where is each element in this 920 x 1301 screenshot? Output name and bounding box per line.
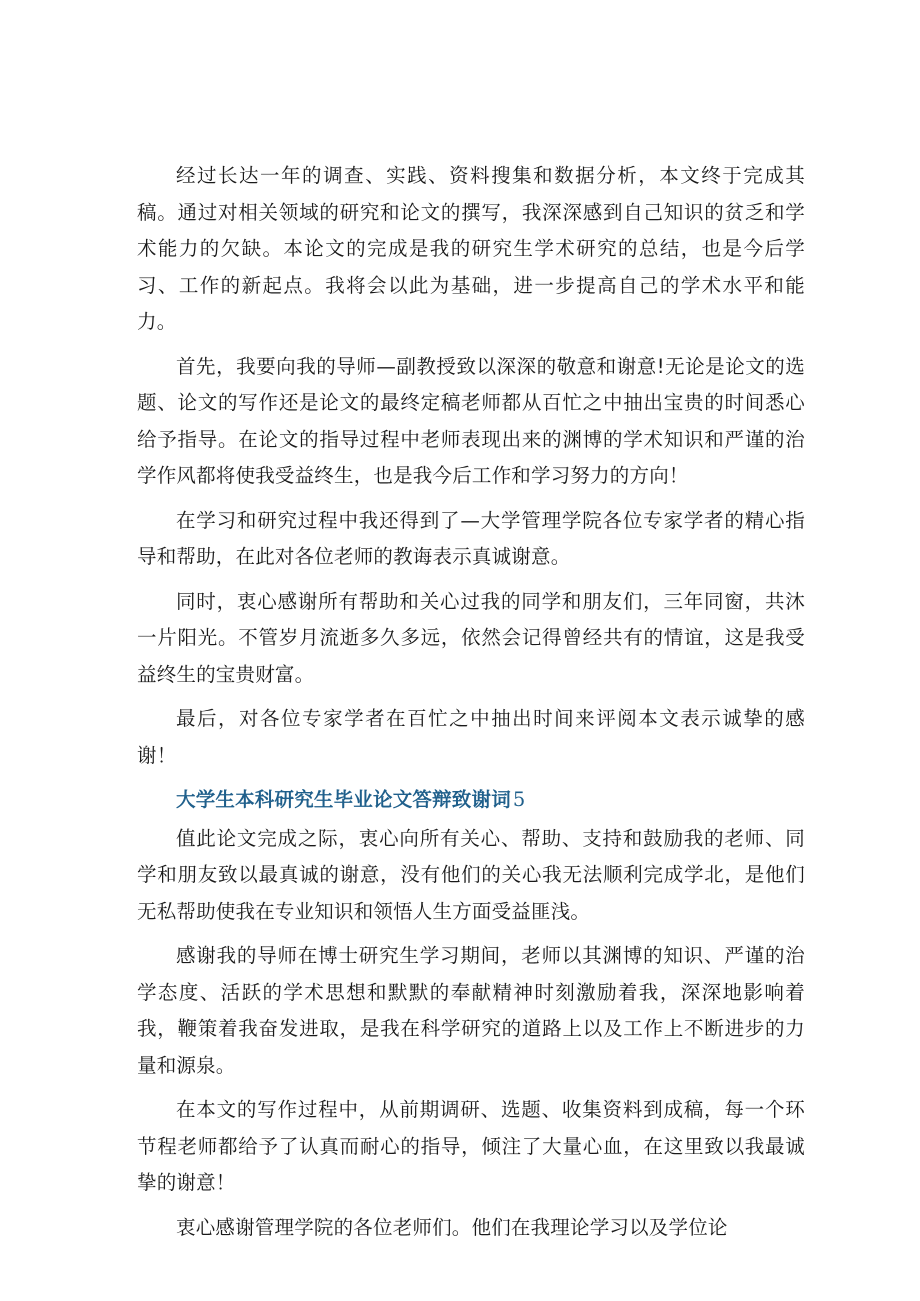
section-heading-title: 大学生本科研究生毕业论文答辩致谢词: [176, 788, 511, 811]
paragraph-1: 经过长达一年的调查、实践、资料搜集和数据分析，本文终于完成其稿。通过对相关领域的研究和论文的撰写，我深深感到自己知识的贫乏和学术能力的欠缺。本论文的完成是我的研究生学术研究的总结，也是今后学习、工作的新起点。我将会以此为基础，进一步提高自己的学术水平和能力。: [137, 164, 805, 333]
paragraph-9: 衷心感谢管理学院的各位老师们。他们在我理论学习以及学位论: [176, 1215, 728, 1239]
paragraph-4: 同时，衷心感谢所有帮助和关心过我的同学和朋友们，三年同窗，共沐一片阳光。不管岁月流逝多久多远，依然会记得曾经共有的情谊，这是我受益终生的宝贵财富。: [137, 589, 805, 686]
paragraph-7: 感谢我的导师在博士研究生学习期间，老师以其渊博的知识、严谨的治学态度、活跃的学术思想和默默的奉献精神时刻激励着我，深深地影响着我，鞭策着我奋发进取，是我在科学研究的道路上以及工作上不断进步的力量和源泉。: [137, 944, 805, 1077]
section-heading: [137, 782, 805, 819]
paragraph-8: 在本文的写作过程中，从前期调研、选题、收集资料到成稿，每一个环节程老师都给予了认真而耐心的指导，倾注了大量心血，在这里致以我最诚挚的谢意！: [137, 1098, 805, 1194]
paragraph-5: 最后，对各位专家学者在百忙之中抽出时间来评阅本文表示诚挚的感谢！: [137, 707, 805, 767]
paragraph-6: 值此论文完成之际，衷心向所有关心、帮助、支持和鼓励我的老师、同学和朋友致以最真诚的谢意，没有他们的关心我无法顺利完成学北，是他们无私帮助使我在专业知识和领悟人生方面受益匪浅。: [137, 826, 805, 923]
paragraph-3: 在学习和研究过程中我还得到了—大学管理学院各位专家学者的精心指导和帮助，在此对各位老师的教诲表示真诚谢意。: [137, 508, 805, 568]
section-heading-number: 5: [512, 788, 526, 811]
paragraph-2: 首先，我要向我的导师—副教授致以深深的敬意和谢意!无论是论文的选题、论文的写作还是论文的最终定稿老师都从百忙之中抽出宝贵的时间悉心给予指导。在论文的指导过程中老师表现出来的渊博的学术知识和严谨的治学作风都将使我受益终生，也是我今后工作和学习努力的方向！: [137, 354, 805, 487]
document-page: [137, 158, 805, 1254]
